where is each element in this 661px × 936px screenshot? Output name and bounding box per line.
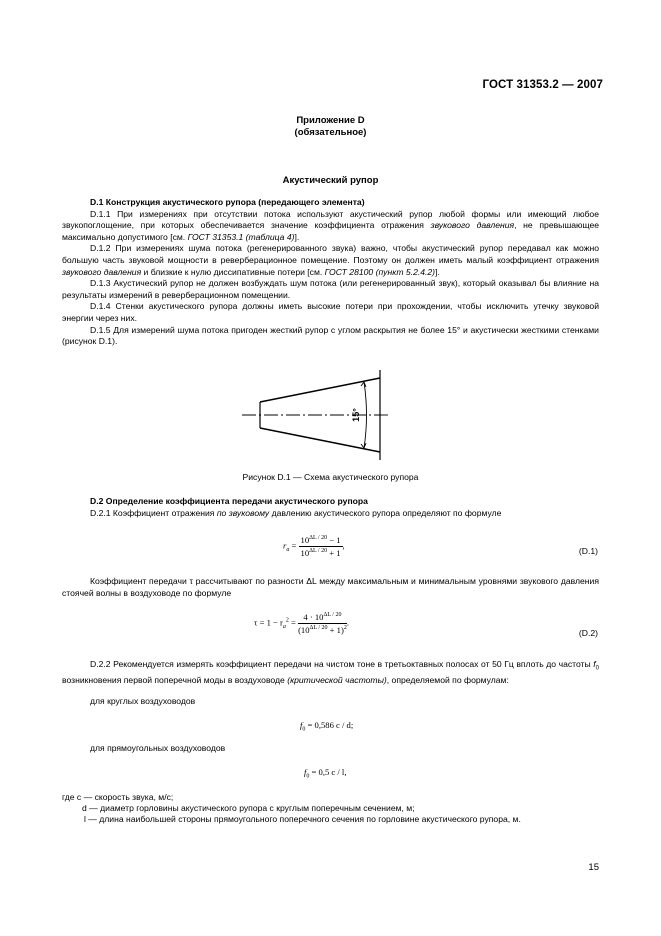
appendix-status: (обязательное) [294,127,367,138]
formula-d2: $\tau = 1 - r_a^2$ = $\frac{4 \cdot 10^{\Delta L / 20}}{(10^{\Delta L / 20} + 1)^2}$ . [254,612,349,635]
section-d2 [62,496,599,519]
paragraph-d2-1: D.2.1 Коэффициент отражения по звуковому давлению акустического рупора определяют по формуле [90,507,502,518]
where-d: d — диаметр горловины акустического рупора с круглым поперечным сечением, м; [82,803,415,813]
page-title: Акустический рупор [282,175,379,186]
equation-number-d1: (D.1) [578,546,598,556]
where-l: l — длина наибольшей стороны прямоугольного поперечного сечения по горловине акустического рупора, м. [84,814,521,824]
where-c: где c — скорость звука, м/с; [62,792,174,802]
horn-lower-wall [260,428,380,452]
appendix-heading [0,115,661,139]
standard-number: ГОСТ 31353.2 — 2007 [482,79,603,91]
formula-round: $f_0 = 0,586$ c / d; [300,720,354,733]
horn-diagram [230,362,390,466]
angle-arrow-top [361,382,366,387]
section-d2-title: D.2 Определение коэффициента передачи акустического рупора [90,496,368,506]
horn-upper-wall [260,378,380,402]
angle-label: 15° [351,408,361,422]
paragraph-d1-3: D.1.3 Акустический рупор не должен возбуждать шум потока (или регенерированный звук), который оказывал бы влияние на результаты измерений в реверберационном помещении. [62,278,599,300]
equation-number-d2: (D.2) [578,628,598,638]
angle-arrow-bottom [361,443,366,448]
formula-rect: $f_0 = 0,5$ c / l, [304,767,347,780]
formula-d1: $r_a$ = $\frac{10^{\Delta L / 20} - 1}{10^{\Delta L / 20} + 1}$ , [283,535,345,558]
paragraph-d1-2: D.1.2 При измерениях шума потока (регенерированного звука) важно, чтобы акустический рупор передавал как можно большую часть звуковой мощности в реверберационное помещение. Поэтому он должен иметь малый коэффициент отражения звукового давления и близкие к нулю диссипативные потери [см. ГОСТ 28100 (пункт 5.2.4.2)]. [62,243,599,277]
page-number: 15 [588,862,599,873]
appendix-title: Приложение D [296,115,365,126]
paragraph-d1-5: D.1.5 Для измерений шума потока пригоден жесткий рупор с углом раскрытия не более 15° и акустически жесткими стенками (рисунок D.1). [62,324,599,347]
paragraph-d1-1: D.1.1 При измерениях при отсутствии потока используют акустический рупор любой формы или имеющий любое звукопоглощение, при которых обеспечивается значение коэффициента отражения звукового давления, не превышающее максимально допустимого [см. ГОСТ 31353.1 (таблица 4)]. [62,208,600,242]
label-rect-ducts: для прямоугольных воздуховодов [90,743,226,753]
paragraph-tau: Коэффициент передачи τ рассчитывают по разности ΔL между максимальным и минимальным уровнями звукового давления стоячей волны в воздуховоде по формуле [62,576,599,598]
paragraph-d2-2: D.2.2 Рекомендуется измерять коэффициент передачи на чистом тоне в третьоктавных полосах от 50 Гц вплоть до частоты $f_0$ возникновения первой поперечной моды в воздуховоде (критической частоты), определяемой по формулам: [62,659,599,686]
figure-caption: Рисунок D.1 — Схема акустического рупора [242,472,419,482]
section-d1 [62,197,599,348]
paragraph-d1-4: D.1.4 Стенки акустического рупора должны иметь высокие потери при прохождении, чтобы исключить утечку звуковой энергии через них. [62,301,599,323]
label-round-ducts: для круглых воздуховодов [90,696,196,706]
section-d1-title: D.1 Конструкция акустического рупора (передающего элемента) [90,197,365,207]
